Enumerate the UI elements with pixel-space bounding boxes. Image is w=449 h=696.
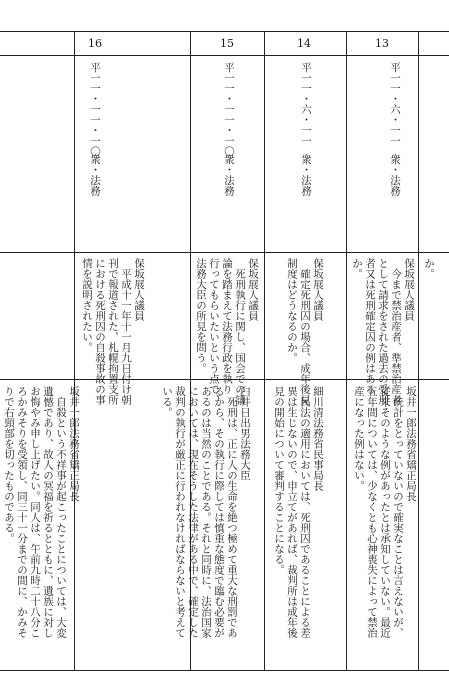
- question-cell-13-continued: か。: [423, 258, 435, 279]
- date-cell-15: 平一一・一一・一〇: [223, 62, 235, 157]
- answer-cell-14: 細川清法務省民事局長 民法の適用においては、死刑囚であることによる差 異は生じないので、申立てがあれば、裁判所は成年後 見の開始について審判することになる。: [273, 386, 324, 638]
- column-divider-5: [418, 31, 419, 671]
- answer-cell-16: 坂井一郎法務省矯正局長 自殺という不祥事が起こったことについては、大変 遺憾であり、故人の冥福を祈るとともに、遺族に対し お悔やみ申し上げたい。同人は、午前九時二十八分こ ろかみそりを受領し、同三十一分までの間に、かみそ りで右頸部を切ったものである。: [3, 386, 80, 638]
- entry-number-14: 14: [297, 37, 311, 50]
- committee-cell-16: 衆・法務: [89, 154, 101, 196]
- committee-cell-14: 衆・法務: [300, 154, 312, 196]
- entry-number-16: 16: [88, 37, 102, 50]
- answer-cell-13: 坂井一郎法務省矯正局長 統計をとっていないので確実なことは言えないが、 従来そのような例があったとは承知していない。最近 五年間については、少なくとも心神喪失によって禁治 産になった例はない。: [353, 386, 417, 638]
- question-cell-13: 保坂展人議員 今まで禁治産者、準禁治産者 として請求をされた過去の受刑 者又は死刑確定囚の例はある か。: [351, 258, 415, 405]
- entry-number-15: 15: [220, 37, 234, 50]
- date-cell-13: 平一一・六・一一: [389, 62, 401, 146]
- header-rule: [0, 55, 449, 56]
- date-cell-14: 平一一・六・一一: [300, 62, 312, 146]
- question-cell-15: 保坂展人議員 死刑執行に関し、国会での議 論を踏まえて法務行政を執り 行ってもらいたいという点で、 法務大臣の所見を問う。: [195, 258, 259, 405]
- section-rule-1: [0, 252, 449, 253]
- question-cell-16: 保坂展人議員 平成十一年十一月九日付け朝 刊で報道された、札幌拘置支所 における死刑囚の自殺事故の事 情を説明されたい。: [81, 258, 145, 405]
- column-divider-3: [264, 31, 265, 671]
- committee-cell-13: 衆・法務: [389, 154, 401, 196]
- question-cell-14: 保坂展人議員 確定死刑囚の場合、成年後見 制度はどうなるのか。: [286, 258, 324, 405]
- table-top-rule: [0, 31, 449, 32]
- entry-number-13: 13: [375, 37, 389, 50]
- committee-cell-15: 衆・法務: [223, 154, 235, 196]
- column-divider-4: [346, 31, 347, 671]
- table-bottom-rule: [0, 670, 449, 671]
- date-cell-16: 平一一・一一・一〇: [89, 62, 101, 157]
- answer-cell-15: 臼井日出男法務大臣 死刑は、正に人の生命を絶つ極めて重大な刑罰であ るから、その執行に際しては慎重な態度で臨む必要が あるのは当然のことである。それと同時に、法治国家 においては、現在そうした法律がある中で、確定した 裁判の執行が厳正に行われなければならないと考えて いる。: [161, 386, 251, 638]
